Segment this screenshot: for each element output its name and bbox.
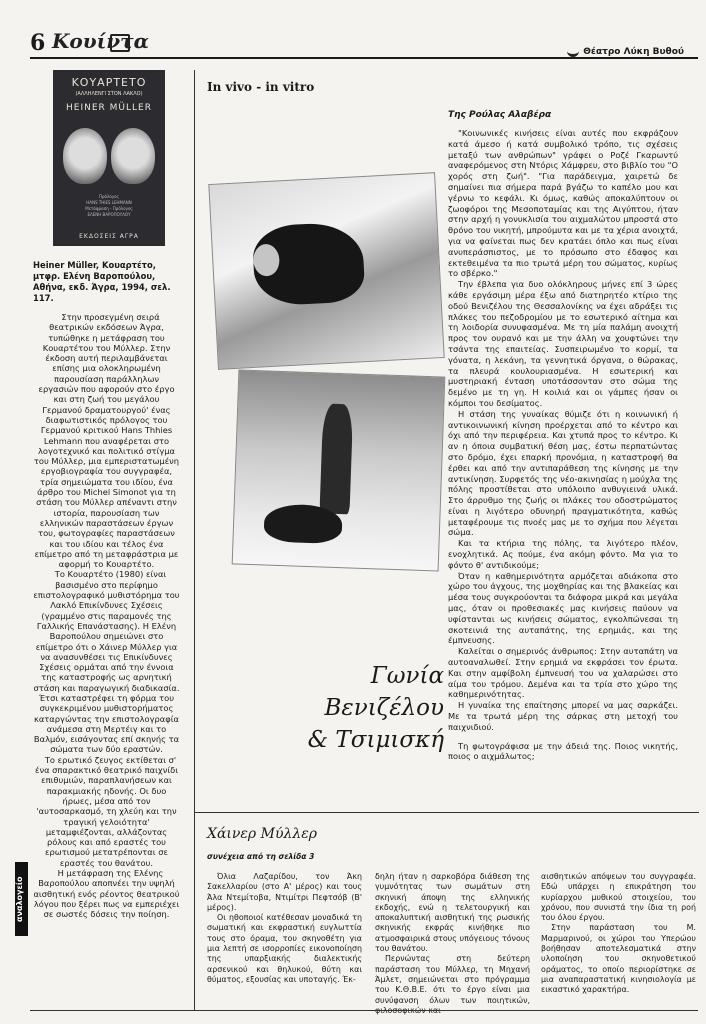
muller-paragraph: Οι ηθοποιοί κατέθεσαν μοναδικά τη σωματική και εκφραστική ευγλωττία τους στο όραμα, του σκηνοθέτη για μια λεπτή σε ισορροπίες εικονοποίηση της υπαρξιακής διαλεκτικής αρσενικού και θηλυκού, θύτη και θύματος, εξουσίας και υποταγής. Έκ- [207, 913, 362, 984]
article-big-title: Γωνία Βενιζέλου & Τσιμισκή [307, 663, 444, 753]
review-paragraph: Το Κουαρτέτο (1980) είναι βασισμένο στο περίφημο επιστολογραφικό μυθιστόρημα του Λακλό Επικίνδυνες Σχέσεις (γραμμένο στις παραμονές της Γαλλικής Επανάστασης). Η Ελένη Βαροπούλου σημειώνει στο επίμετρο ότι ο Χάινερ Μύλλερ για να ανασυνθέσει τις Επικίνδυνες Σχέσεις ορμάται από την έννοια της καταστροφής ως αρνητική στάση και παραγωγική διαδικασία. Έτσι καταστρέφει τη φόρμα του συγκεκριμένου μυθιστορήματος καταργώντας την επιστολογραφία ανάμεσα στη Μερτέιγ και το Βαλμόν, εισάγοντας επί σκηνής τα σώματα των δύο εραστών. [33, 569, 180, 755]
muller-title: Χάινερ Μύλλερ [207, 826, 317, 842]
header-rule [30, 57, 698, 59]
muller-paragraph: δηλη ήταν η σαρκοβόρα διάθεση της γυμνότητας των σωμάτων στη σκηνική άποψη της ελληνικής εκδοχής, ενώ η τελετουργική και αποκαλυπτική αισθητική της ρωσικής σκηνικής εκφράς κινήθηκε πιο ατμοσφαιρικά στους υπόγειους τόνους του θανάτου. [375, 872, 530, 954]
article-paragraph: Η στάση της γυναίκας θύμιζε ότι η κοινωνική ή αντικοινωνική κίνηση προέρχεται από το κέντρο και όχι από την περιφέρεια. Και χτυπά προς το κέντρο. Κι αν η όποια συμβατική θέση μας, έστω περπατώντας στο δρόμο, έχει επαρκή προνόμια, η καταστροφή θα έρθει και από την αντιπαράθεση της κίνησης με την αντικίνηση. Συρφετός της νέο-ακινησίας η μούχλα της πόλης προστίθεται στο υπόλοιπο ανθυγιεινά υλικά. Στο άρρυθμο της ζωής οι πλάκες του οδοστρώματος είναι η λιγότερο οδυνηρή πραγματικότητα, καθώς μεταφέρουμε τις πνοές μας με το σχήμα που λέγεται σώμα. [448, 408, 678, 538]
cover-title: ΚΟΥΑΡΤΕΤΟ [71, 76, 147, 89]
magazine-logo: Κουίντα [52, 29, 150, 53]
section-title: In vivo - in vitro [207, 80, 315, 94]
footer-rule [30, 1010, 698, 1011]
cover-face-left [63, 128, 107, 184]
book-review-column [33, 70, 180, 920]
column-divider [194, 70, 195, 1010]
article-paragraph: Καλείται ο σημερινός άνθρωπος: Στην αυταπάτη να αυτοαναλωθεί. Στην ερημιά να εκφράσει τον έρωτα. Και στην αμφίβολη έμπνευσή του να χαλαρώσει στο αίμα του τρόμου. Δεμένα και τα τρία στο χώρο της καθημερινότητας. [448, 646, 678, 700]
review-paragraph: Στην προσεγμένη σειρά θεατρικών εκδόσεων Άγρα, τυπώθηκε η μετάφραση του Κουαρτέτου του Μύλλερ. Στην έκδοση αυτή περιλαμβάνεται επίσης μια ολοκληρωμένη παρουσίαση παράλληλων εργασιών που αφορούν στο έργο και στη ζωή του μεγάλου Γερμανού δραματουργού' ένας διαφωτιστικός πρόλογος του Γερμανού κριτικού Hans Thhies Lehmann που αναφέρεται στο λογοτεχνικό και πολιτικό στίγμα του Μύλλερ, μια εμπεριστατωμένη εργοβιογραφία του συγγραφέα, τρία σημειώματα του ιδίου, ένα άρθρο του Michel Simonot για τη στάση του Μύλλερ απέναντι στην ιστορία, παρουσίαση των ελληνικών παραστάσεων έργων του, φωτογραφίες παραστάσεων και του ιδίου και τέλος ένα επίμετρο από τη μεταφράστρια με αφορμή το Κουαρτέτο. [33, 312, 180, 570]
article-author: Της Ρούλας Αλαβέρα [448, 110, 552, 120]
book-icon [110, 34, 130, 52]
muller-paragraph: Όλια Λαζαρίδου, τον Άκη Σακελλαρίου (στο Α' μέρος) και τους Άλα Ντεμίτοβα, Ντιμίτρι Πεφτσόβ (Β' μέρος). [207, 872, 362, 912]
street-photo-passersby [232, 369, 446, 571]
article-paragraph: "Κοινωνικές κινήσεις είναι αυτές που εκφράζουν κατά άμεσο ή κατά συμβολικό τρόπο, τις σχέσεις μεταξύ των ανθρώπων" γράφει ο Ροζέ Γκαρωντύ αναφερόμενος στη Ντόρις Χάμφρευ, στο βιβλίο του "Ο χορός στη ζωή". "Για παράδειγμα, χαιρετώ δε σημαίνει πια σήμερα παρά βγάζω το καπέλο μου και γέρνω το κεφάλι. Κι όμως, καθώς αποκαλύπτουν οι ζωοφόροι της Μεσοποταμίας και της Αιγύπτου, ήταν στην αρχή η γονυκλισία του αιχμαλώτου μπροστά στο θρόνο του νικητή, μπρούμυτα και με τα χέρια ανοιχτά, για να φαίνεται πως δεν κρατάει όπλο και πως είναι ανυπεράσπιστος, με το πρόσωπο στο έδαφος και εκτεθειμένα τα πιο τρωτά μέρη του σώματος, κυρίως το σβέρκο." [448, 128, 678, 279]
article-paragraph: Η γυναίκα της επαίτησης μπορεί να μας σαρκάζει. Με τα τρωτά μέρη της σάρκας στη μετοχή του παιχνιδιού. [448, 700, 678, 732]
article-body [448, 128, 678, 762]
article-paragraph: Και τα κτήρια της πόλης, τα λιγότερο πλέον, ενοχλητικά. Ας πούμε, ένα ακόμη φόντο. Μα για το φόντο θ' αντιδικούμε; [448, 538, 678, 570]
book-info: Heiner Müller, Κουαρτέτο, μτφρ. Ελένη Βαροπούλου, Αθήνα, εκδ. Άγρα, 1994, σελ. 117. [33, 260, 171, 303]
article-closing: Τη φωτογράφισα με την άδειά της. Ποιος νικητής, ποιος ο αιχμάλωτος; [448, 740, 678, 762]
book-cover [53, 70, 165, 246]
cover-author: HEINER MÜLLER [66, 103, 152, 113]
header-right-title: Θέατρο Λύκη Βυθού [567, 46, 684, 57]
cover-face-right [111, 128, 155, 184]
muller-paragraph: αισθητικών απόψεων του συγγραφέα. Εδώ υπάρχει η επικράτηση του κυρίαρχου μυθικού στοιχείου, του χρόνου, που συνιστά την ίδια τη ροή του όλου έργου. [541, 872, 696, 923]
muller-column-3 [541, 872, 696, 996]
walking-man [319, 403, 353, 514]
article-paragraph: Την έβλεπα για δυο ολόκληρους μήνες επί 3 ώρες κάθε εργάσιμη μέρα έξω από διατηρητέο κτίριο της οδού Βενιζέλου της Θεσσαλονίκης να έχει αδράξει τις πλάκες του πεζοδρομίου με το εσωτερικό αίτημα και τη λοιδορία συνυφασμένα. Με τη μία παλάμη ανοιχτή προς τον ουρανό και με την άλλη να χουφτώνει την τσάντα της επαιτείας. Συσπειρωμένο το κορμί, τα γόνατα, η λεκάνη, τα γεννητικά όργανα, ο θώρακας, τα πλευρά κουλουριασμένα. Η εσωτερική και μυστηριακή ένταση υποτάσσονταν στο σώμα της δεμένο με τη γη. Η κοιλιά και οι γάμπες ήσαν οι κόμποι του δεσίματος. [448, 279, 678, 408]
cover-publisher: ΕΚΔΟΣΕΙΣ ΑΓΡΑ [79, 233, 139, 240]
cover-subtitle: (ΑΛΛΗΛΕΝΓΙ ΣΤΟΝ ΛΑΚΛΟ) [75, 91, 143, 97]
review-paragraph: Η μετάφραση της Ελένης Βαροπούλου αποπνέει την υψηλή αισθητική ενός ρέοντος θεατρικού λόγου που ξέρει πως να εμπεριέχει σε σωστές δόσεις την ποίηση. [33, 868, 180, 920]
section-tab: αναλογείο [15, 862, 28, 936]
review-paragraph: Το ερωτικό ζευγος εκτίθεται σ' ένα σπαρακτικό θεατρικό παιχνίδι επιθυμιών, παραπλανήσεων και παρακμιακής ηδονής. Οι δυο ήρωες, μέσα από τον 'αυτοσαρκασμό, τη χλεύη και την τραγική γελοιότητα' μεταμφιέζονται, αλλάζοντας ρόλους και από εραστές του ερωτισμού μετατρέπονται σε εραστές του θανάτου. [34, 754, 179, 868]
cover-credits: Πρόλογος HANS THIES LEHMANN Μετάφραση - Πρόλογος ΕΛΕΝΗ ΒΑΡΟΠΟΥΛΟΥ [85, 194, 133, 217]
continued-note: συνέχεια από τη σελίδα 3 [207, 852, 315, 861]
section-rule [194, 812, 699, 813]
article-paragraph: Όταν η καθημερινότητα αρμόζεται αδιάκοπα στο χώρο του άγχους, της μοχθηρίας και της βλακείας και μέσα τους συγκρούονται τα διάφορα μικρά και μεγάλα μας, όταν οι προθεσιακές μας κινήσεις παύουν να υφίστανται ως κινήσεις σώματος, εγκολπώνεσαι τη σκοτεινιά της αυταπάτης, της ερημιάς, και της έμπνευσης. [448, 570, 678, 646]
ship-icon [567, 46, 579, 57]
muller-column-2 [375, 872, 530, 1016]
page-number: 6 [30, 30, 46, 56]
muller-paragraph: Περνώντας στη δεύτερη παράσταση του Μύλλερ, τη Μηχανή Άμλετ, σημειώνεται στο πρόγραμμα του Κ.Θ.Β.Ε. ότι το έργο είναι μια συνύφανση όλων των ποιητικών, [375, 954, 530, 1005]
muller-column-1 [207, 872, 362, 985]
street-photo-woman [208, 172, 444, 370]
muller-paragraph: Στην παράσταση του Μ. Μαρμαρινού, οι χώροι του Υπερώου βοήθησαν αποτελεσματικά στην υλοποίηση του σκηνοθετικού οράματος, το οποίο περιορίστηκε σε μια αναπαραστατική κινησιολογία με εικαστικό χαρακτήρα. [541, 923, 696, 995]
